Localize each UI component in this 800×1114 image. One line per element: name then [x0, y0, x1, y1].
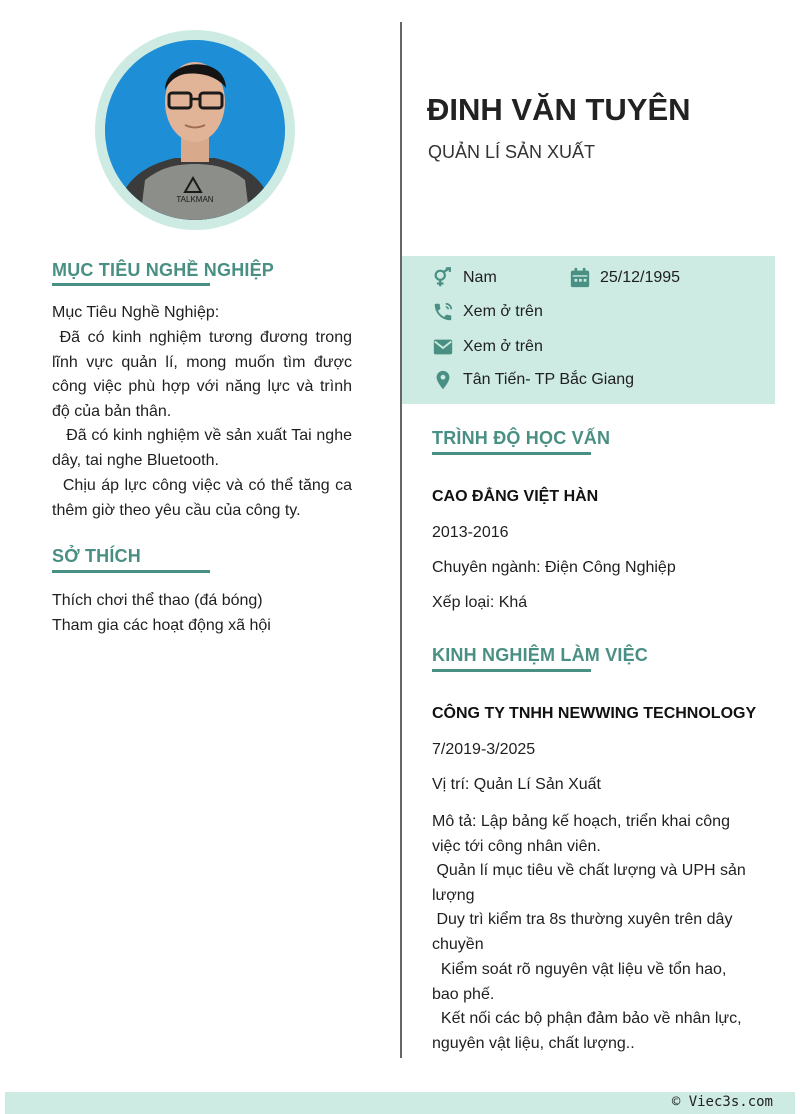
candidate-role: QUẢN LÍ SẢN XUẤT [428, 142, 596, 162]
birthday-row [569, 267, 680, 289]
objective-paragraph-2: Đã có kinh nghiệm về sản xuất Tai nghe dây, tai nghe Bluetooth. [52, 427, 357, 469]
experience-title: KINH NGHIỆM LÀM VIỆC [432, 645, 649, 665]
education-major: Chuyên ngành: Điện Công Nghiệp [432, 559, 676, 576]
experience-company: CÔNG TY TNHH NEWWING TECHNOLOGY [432, 705, 757, 722]
birthday-value: 25/12/1995 [600, 269, 681, 286]
email-value: Xem ở trên [463, 338, 543, 355]
avatar [105, 40, 285, 220]
education-title: TRÌNH ĐỘ HỌC VẤN [432, 428, 611, 448]
education-school: CAO ĐẲNG VIỆT HÀN [432, 488, 599, 505]
location-pin-icon [432, 369, 454, 391]
education-grade: Xếp loại: Khá [432, 594, 528, 611]
experience-description-3: Duy trì kiểm tra 8s thường xuyên trên dây chuyền [432, 911, 737, 953]
candidate-name: ĐINH VĂN TUYÊN [427, 92, 691, 127]
experience-underline [432, 669, 591, 672]
calendar-icon [569, 267, 591, 289]
gender-icon [432, 267, 454, 289]
objective-heading: Mục Tiêu Nghề Nghiệp: [52, 304, 220, 321]
experience-period: 7/2019-3/2025 [432, 741, 536, 758]
experience-description-1: Mô tả: Lập bảng kế hoạch, triển khai công việc tới công nhân viên. [432, 813, 735, 855]
education-period: 2013-2016 [432, 524, 509, 541]
experience-description-4: Kiểm soát rõ nguyên vật liệu về tổn hao, bao phế. [432, 961, 731, 1003]
email-icon [432, 336, 454, 358]
column-divider [400, 22, 402, 1058]
phone-row [432, 301, 543, 323]
phone-value: Xem ở trên [463, 303, 543, 320]
objective-title: MỤC TIÊU NGHỀ NGHIỆP [52, 260, 275, 280]
profile-photo [105, 40, 285, 220]
phone-icon [432, 301, 454, 323]
objective-paragraph-3: Chịu áp lực công việc và có thể tăng ca thêm giờ theo yêu cầu của công ty. [52, 477, 357, 519]
experience-description-2: Quản lí mục tiêu về chất lượng và UPH sản lượng [432, 862, 751, 904]
hobby-item: Tham gia các hoạt động xã hội [52, 617, 271, 634]
footer-credit: © Viec3s.com [671, 1094, 773, 1110]
hobbies-underline [52, 570, 210, 573]
hobby-item: Thích chơi thể thao (đá bóng) [52, 592, 263, 609]
address-value: Tân Tiến- TP Bắc Giang [463, 371, 635, 388]
gender-value: Nam [463, 269, 497, 286]
objective-paragraph-1: Đã có kinh nghiệm tương đương trong lĩnh vực quản lí, mong muốn tìm được công việc phù hợp với năng lực và trình độ của bản thân. [52, 329, 357, 420]
education-underline [432, 452, 591, 455]
objective-underline [52, 283, 210, 286]
email-row [432, 336, 543, 358]
shirt-logo-text: TALKMAN [176, 195, 214, 204]
hobbies-title: SỞ THÍCH [52, 546, 141, 566]
gender-row [432, 267, 497, 289]
address-row [432, 369, 634, 391]
experience-position: Vị trí: Quản Lí Sản Xuất [432, 776, 601, 793]
experience-description-5: Kết nối các bộ phận đảm bảo về nhân lực, nguyên vật liệu, chất lượng.. [432, 1010, 747, 1052]
